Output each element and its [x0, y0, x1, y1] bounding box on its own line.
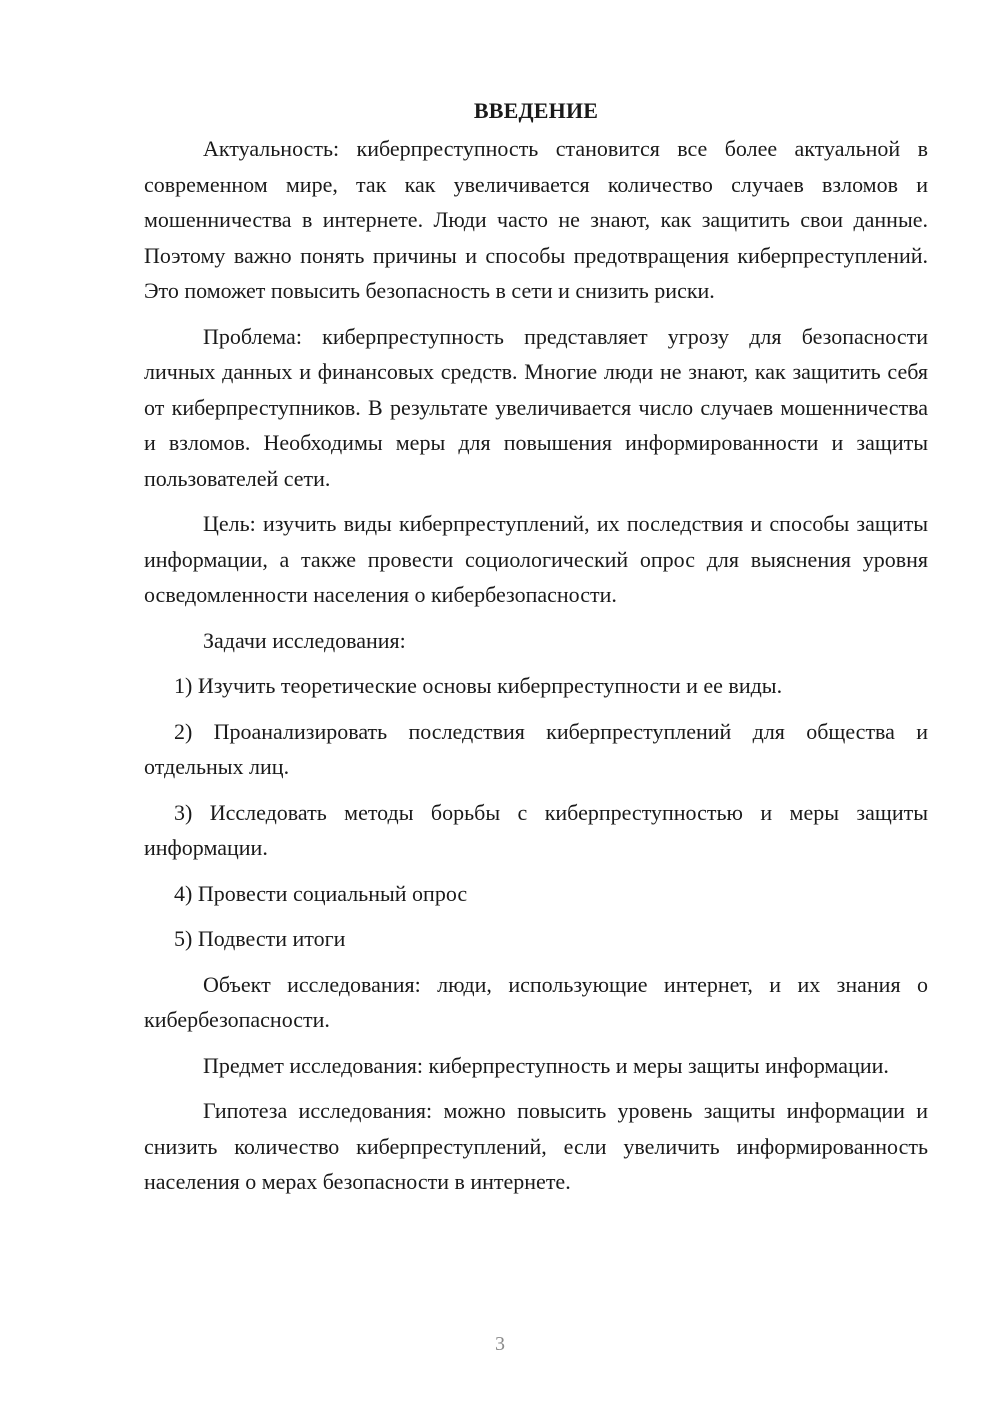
paragraph-relevance: Актуальность: киберпреступность становится все более актуальной в современном мире, так как увеличивается количество случаев взломов и мошенничества в интернете. Люди часто не знают, как защитить свои данные. Поэтому важно понять причины и способы предотвращения киберпреступлений. Это поможет повысить безопасность в сети и снизить риски.: [144, 136, 928, 303]
task-item-5: 5) Подвести итоги: [174, 926, 346, 951]
paragraph-object: Объект исследования: люди, использующие интернет, и их знания о кибербезопасности.: [144, 971, 928, 1032]
task-item-2: 2) Проанализировать последствия киберпреступлений для общества и отдельных лиц.: [144, 718, 928, 779]
task-item-4: 4) Провести социальный опрос: [174, 880, 468, 906]
page-title: ВВЕДЕНИЕ: [473, 98, 599, 123]
paragraph-problem: Проблема: киберпреступность представляет угрозу для безопасности личных данных и финансовых средств. Многие люди не знают, как защитить себя от киберпреступников. В результате увеличивается число случаев мошенничества и взломов. Необходимы меры для повышения информированности и защиты пользователей сети.: [144, 323, 928, 491]
page-content: [144, 96, 928, 1210]
paragraph-goal: Цель: изучить виды киберпреступлений, их последствия и способы защиты информации, а также провести социологический опрос для выяснения уровня осведомленности населения о кибербезопасности.: [144, 511, 928, 607]
task-item-1: 1) Изучить теоретические основы киберпреступности и ее виды.: [174, 673, 783, 698]
paragraph-subject: Предмет исследования: киберпреступность и меры защиты информации.: [203, 1052, 889, 1078]
paragraph-tasks-heading: Задачи исследования:: [203, 627, 406, 653]
paragraph-hypothesis: Гипотеза исследования: можно повысить уровень защиты информации и снизить количество киберпреступлений, если увеличить информированность населения о мерах безопасности в интернете.: [144, 1098, 928, 1194]
page-number: 3: [495, 1333, 505, 1355]
task-item-3: 3) Исследовать методы борьбы с киберпреступностью и меры защиты информации.: [144, 799, 928, 860]
